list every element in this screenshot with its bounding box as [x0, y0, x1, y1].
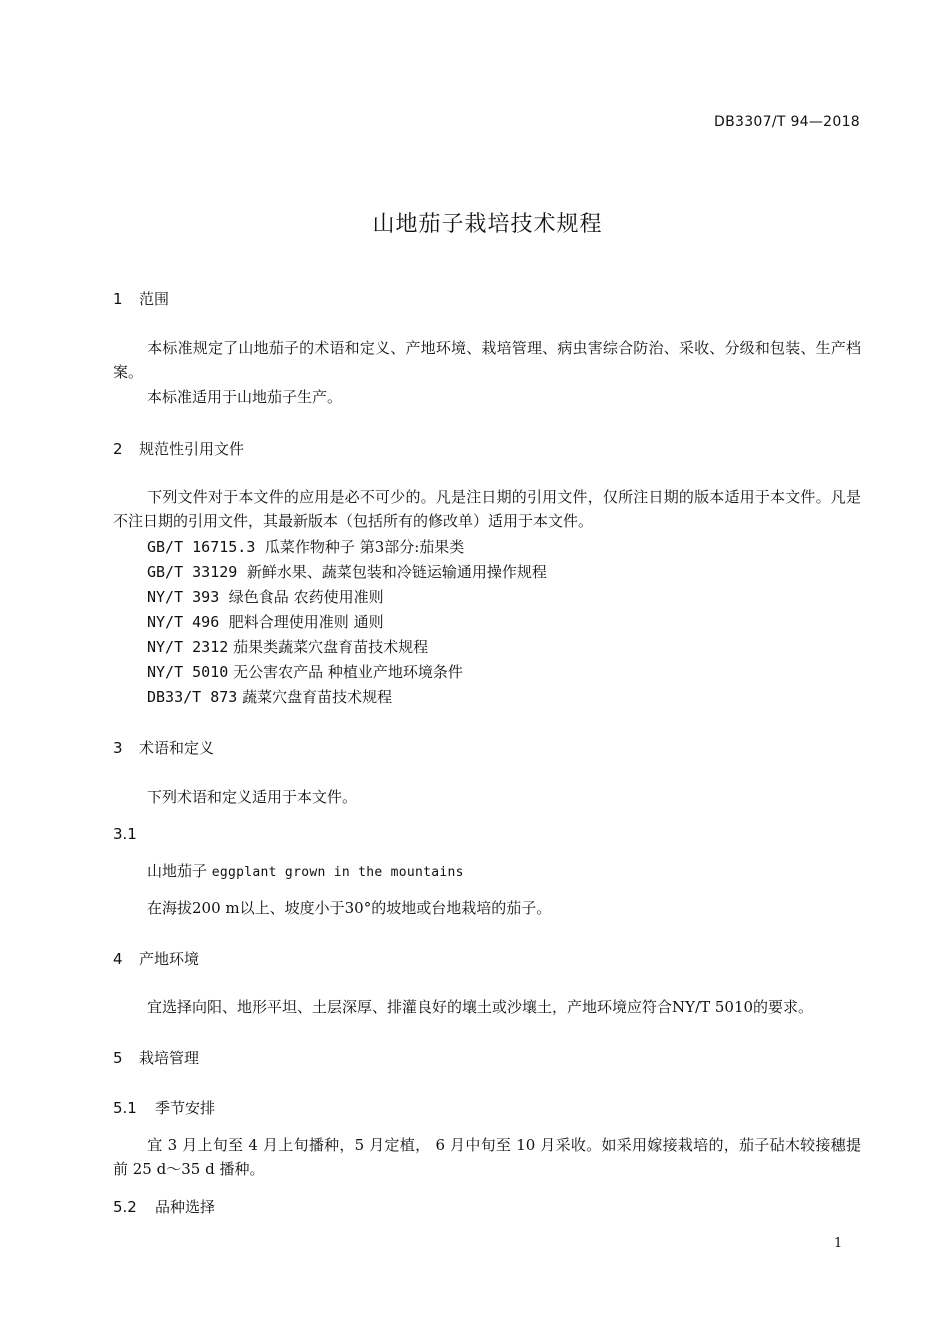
paragraph-text: 下列术语和定义适用于本文件。	[147, 788, 358, 806]
term-chinese: 山地茄子	[147, 862, 208, 880]
terms-intro-paragraph	[113, 785, 861, 809]
reference-title: 瓜菜作物种子 第3部分:茄果类	[264, 538, 465, 556]
section-title: 术语和定义	[139, 739, 215, 757]
paragraph-text: 本标准规定了山地茄子的术语和定义、产地环境、栽培管理、病虫害综合防治、采收、分级和包装、生产档案。	[113, 339, 861, 381]
reference-item	[147, 635, 428, 659]
reference-item	[147, 610, 384, 634]
subsection-title: 品种选择	[155, 1198, 216, 1216]
paragraph-text: 宜 3 月上旬至 4 月上旬播种，5 月定植， 6 月中旬至 10 月采收。如采用嫁接栽培的，茄子砧木较接穗提前 25 d～35 d 播种。	[113, 1136, 861, 1178]
references-intro-paragraph	[113, 485, 861, 533]
section-number: 2	[113, 440, 123, 458]
reference-title: 蔬菜穴盘育苗技术规程	[242, 688, 393, 706]
term-definition: 在海拔200 m以上、坡度小于30°的坡地或台地栽培的茄子。	[147, 899, 552, 917]
reference-code: GB/T 33129	[147, 563, 238, 581]
reference-code: DB33/T 873	[147, 688, 238, 706]
subsection-number: 5.2	[113, 1198, 137, 1216]
document-code: DB3307/T 94—2018	[714, 114, 860, 130]
paragraph-text: 本标准适用于山地茄子生产。	[147, 388, 343, 406]
reference-code: NY/T 2312	[147, 638, 229, 656]
section-title: 产地环境	[139, 950, 200, 968]
section-number: 3	[113, 739, 123, 757]
section-heading-environment	[113, 948, 199, 969]
document-title: 山地茄子栽培技术规程	[372, 212, 603, 237]
scope-paragraph-2	[113, 385, 861, 409]
section-title: 栽培管理	[139, 1049, 200, 1067]
scope-paragraph-1	[113, 336, 861, 384]
reference-item	[147, 660, 463, 684]
section-title: 规范性引用文件	[139, 440, 245, 458]
reference-item	[147, 560, 547, 584]
section-heading-terms	[113, 737, 214, 758]
subsection-heading-variety	[113, 1196, 215, 1217]
reference-title: 新鲜水果、蔬菜包装和冷链运输通用操作规程	[246, 563, 547, 581]
paragraph-text: 宜选择向阳、地形平坦、土层深厚、排灌良好的壤土或沙壤土，产地环境应符合NY/T 5010的要求。	[147, 998, 814, 1016]
section-heading-normative-references	[113, 438, 244, 459]
reference-item	[147, 585, 384, 609]
environment-paragraph	[113, 995, 861, 1019]
paragraph-text: 下列文件对于本文件的应用是必不可少的。凡是注日期的引用文件，仅所注日期的版本适用于本文件。凡是不注日期的引用文件，其最新版本（包括所有的修改单）适用于本文件。	[113, 488, 861, 530]
section-heading-cultivation	[113, 1047, 199, 1068]
section-title: 范围	[139, 290, 170, 308]
reference-code: NY/T 393	[147, 588, 220, 606]
term-number: 3.1	[113, 825, 137, 843]
reference-title: 肥料合理使用准则 通则	[228, 613, 384, 631]
reference-code: NY/T 496	[147, 613, 220, 631]
reference-title: 茄果类蔬菜穴盘育苗技术规程	[233, 638, 429, 656]
section-number: 1	[113, 290, 123, 308]
reference-code: NY/T 5010	[147, 663, 229, 681]
reference-item	[147, 535, 464, 559]
season-paragraph	[113, 1133, 861, 1181]
subsection-number: 5.1	[113, 1099, 137, 1117]
term-entry	[147, 860, 464, 881]
subsection-title: 季节安排	[155, 1099, 216, 1117]
section-number: 4	[113, 950, 123, 968]
section-number: 5	[113, 1049, 123, 1067]
reference-item	[147, 685, 392, 709]
reference-code: GB/T 16715.3	[147, 538, 256, 556]
reference-title: 绿色食品 农药使用准则	[228, 588, 384, 606]
reference-title: 无公害农产品 种植业产地环境条件	[233, 663, 463, 681]
term-english: eggplant grown in the mountains	[211, 865, 464, 880]
page-number: 1	[834, 1236, 843, 1251]
subsection-heading-season	[113, 1097, 215, 1118]
section-heading-scope	[113, 288, 169, 309]
